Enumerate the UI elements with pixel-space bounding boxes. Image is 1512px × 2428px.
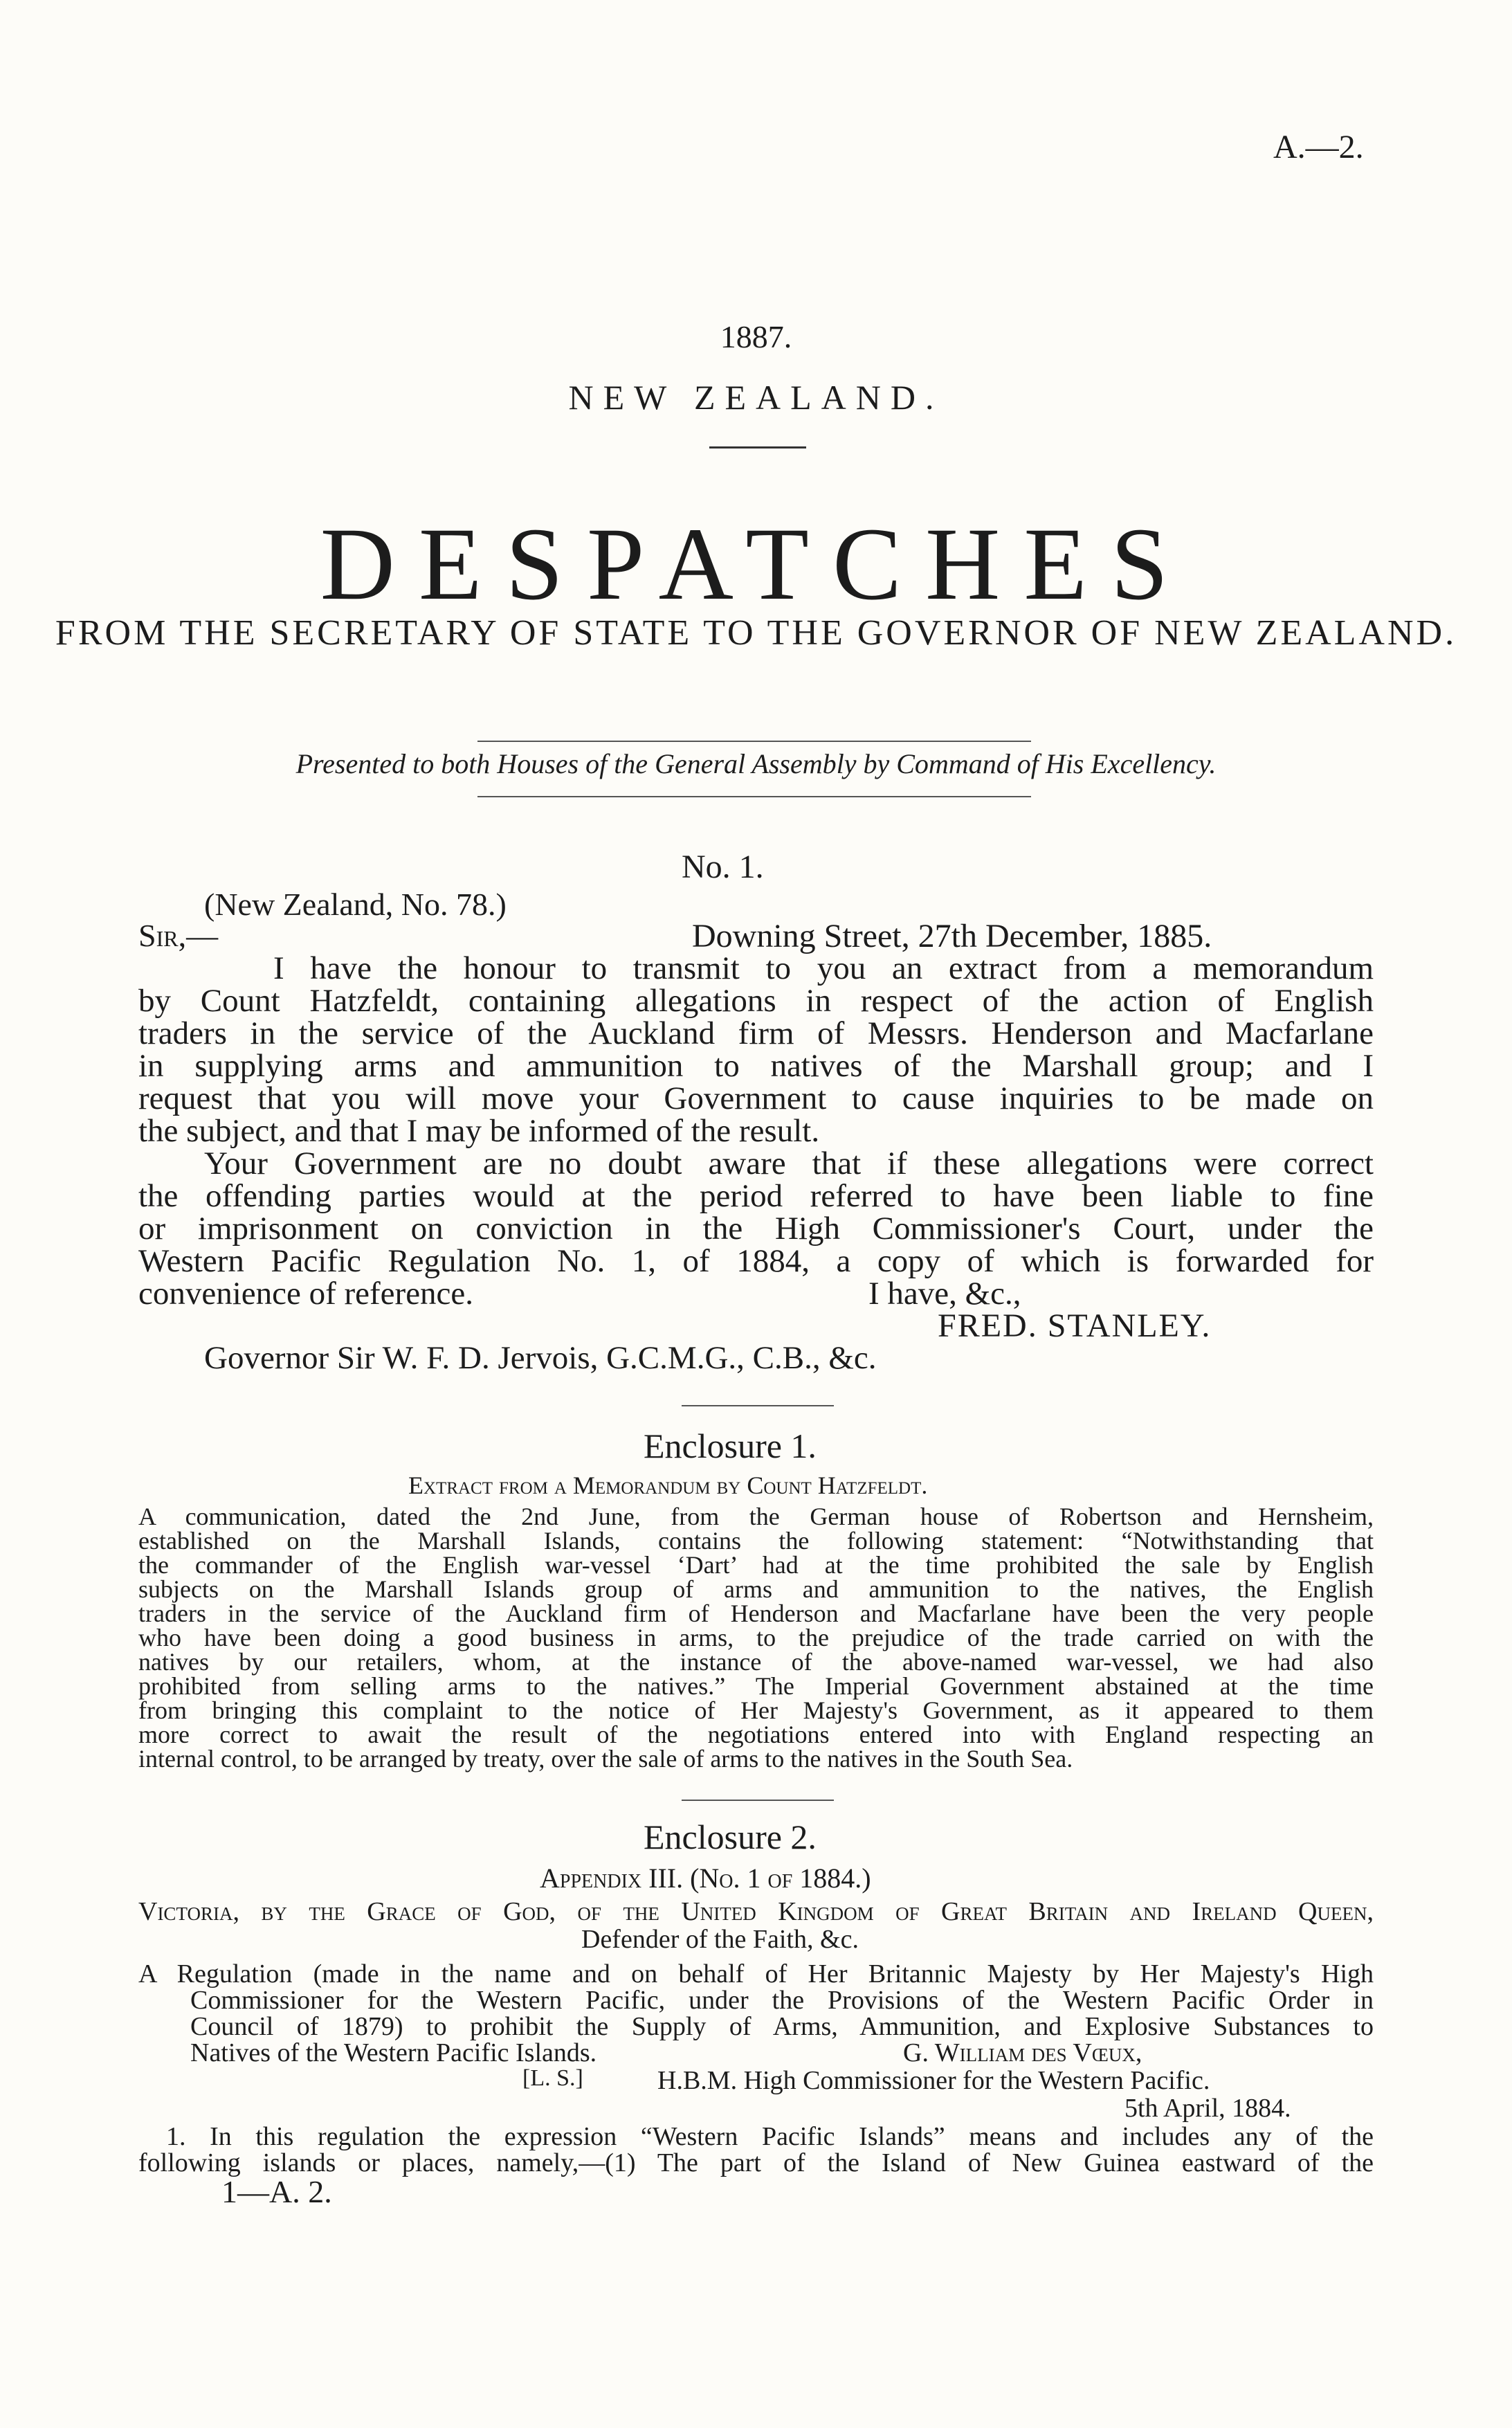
text-line: in supplying arms and ammunition to natives of the Marshall group; and I bbox=[138, 1048, 1374, 1084]
salutation: Sir,— bbox=[138, 918, 219, 953]
text-line: from bringing this complaint to the notice of Her Majesty's Government, as it appeared to them bbox=[138, 1696, 1374, 1724]
text-line: Council of 1879) to prohibit the Supply of Arms, Ammunition, and Explosive Substances to bbox=[190, 2012, 1374, 2041]
text-line: Defender of the Faith, &c. bbox=[581, 1925, 859, 1954]
text-line: the offending parties would at the period referred to have been liable to fine bbox=[138, 1178, 1374, 1214]
page-reference: A.—2. bbox=[1273, 129, 1364, 165]
year: 1887. bbox=[720, 319, 792, 354]
signer-title: H.B.M. High Commissioner for the Western Pacific. bbox=[657, 2066, 1210, 2095]
text-line: convenience of reference. bbox=[138, 1276, 474, 1312]
text-line: natives by our retailers, whom, at the instance of the above-named war-vessel, we had also bbox=[138, 1648, 1374, 1676]
seal-mark: [L. S.] bbox=[522, 2065, 583, 2091]
regulation-date: 5th April, 1884. bbox=[1124, 2094, 1291, 2123]
text-line: more correct to await the result of the negotiations entered into with England respecting an bbox=[138, 1721, 1374, 1748]
text-line: 1. In this regulation the expression “Western Pacific Islands” means and includes any of the bbox=[166, 2122, 1374, 2151]
divider bbox=[682, 1405, 834, 1406]
text-line: Victoria, by the Grace of God, of the United Kingdom of Great Britain and Ireland Queen, bbox=[138, 1897, 1374, 1926]
signer-name: G. William des Vœux, bbox=[903, 2038, 1142, 2067]
divider bbox=[709, 446, 806, 449]
text-line: Western Pacific Regulation No. 1, of 1884, a copy of which is forwarded for bbox=[138, 1243, 1374, 1279]
enclosure-1-subheading: Extract from a Memorandum by Count Hatzfeldt. bbox=[408, 1471, 928, 1499]
signature: FRED. STANLEY. bbox=[938, 1307, 1212, 1344]
text-line: the commander of the English war-vessel ‘Dart’ had at the time prohibited the sale by English bbox=[138, 1551, 1374, 1579]
enclosure-2-heading: Enclosure 2. bbox=[644, 1818, 817, 1856]
despatch-number: No. 1. bbox=[682, 849, 764, 885]
divider bbox=[682, 1800, 834, 1801]
text-line: the subject, and that I may be informed of the result. bbox=[138, 1113, 820, 1149]
text-line: who have been doing a good business in arms, to the prejudice of the trade carried on with the bbox=[138, 1624, 1374, 1651]
text-line: A Regulation (made in the name and on behalf of Her Britannic Majesty by Her Majesty's High bbox=[138, 1959, 1374, 1988]
text-line: A communication, dated the 2nd June, from the German house of Robertson and Hernsheim, bbox=[138, 1503, 1374, 1530]
text-line: traders in the service of the Auckland firm of Henderson and Macfarlane have been the very people bbox=[138, 1600, 1374, 1627]
divider bbox=[477, 796, 1031, 797]
text-line: by Count Hatzfeldt, containing allegations in respect of the action of English bbox=[138, 983, 1374, 1019]
printer-signature-mark: 1—A. 2. bbox=[221, 2174, 332, 2209]
document-subtitle: FROM THE SECRETARY OF STATE TO THE GOVERNOR OF NEW ZEALAND. bbox=[55, 613, 1457, 653]
appendix-label: Appendix III. (No. 1 of 1884.) bbox=[540, 1863, 871, 1894]
text-line: request that you will move your Government to cause inquiries to be made on bbox=[138, 1080, 1374, 1116]
text-line: subjects on the Marshall Islands group of arms and ammunition to the natives, the English bbox=[138, 1575, 1374, 1603]
addressee: Governor Sir W. F. D. Jervois, G.C.M.G., C.B., &c. bbox=[204, 1340, 877, 1376]
text-line: Commissioner for the Western Pacific, under the Provisions of the Western Pacific Order in bbox=[190, 1986, 1374, 2015]
presented-note: Presented to both Houses of the General Assembly by Command of His Excellency. bbox=[295, 748, 1217, 779]
text-line: internal control, to be arranged by treaty, over the sale of arms to the natives in the South Sea. bbox=[138, 1745, 1073, 1773]
text-line: Natives of the Western Pacific Islands. bbox=[190, 2038, 597, 2067]
text-line: prohibited from selling arms to the natives.” The Imperial Government abstained at the time bbox=[138, 1672, 1374, 1700]
text-line: traders in the service of the Auckland firm of Messrs. Henderson and Macfarlane bbox=[138, 1015, 1374, 1051]
despatch-reference: (New Zealand, No. 78.) bbox=[204, 887, 507, 922]
text-line: I have the honour to transmit to you an extract from a memorandum bbox=[273, 950, 1374, 986]
text-line: or imprisonment on conviction in the High Commissioner's Court, under the bbox=[138, 1211, 1374, 1247]
divider bbox=[477, 741, 1031, 742]
country-heading: NEW ZEALAND. bbox=[568, 378, 944, 417]
text-line: following islands or places, namely,—(1) The part of the Island of New Guinea eastward of the bbox=[138, 2148, 1374, 2177]
document-title: DESPATCHES bbox=[320, 507, 1192, 622]
text-line: Your Government are no doubt aware that if these allegations were correct bbox=[204, 1145, 1374, 1181]
place-date: Downing Street, 27th December, 1885. bbox=[692, 918, 1212, 954]
closing: I have, &c., bbox=[868, 1276, 1021, 1312]
text-line: established on the Marshall Islands, contains the following statement: “Notwithstanding that bbox=[138, 1527, 1374, 1555]
enclosure-1-heading: Enclosure 1. bbox=[644, 1426, 817, 1465]
enclosure-2-subheading bbox=[540, 1862, 871, 1894]
